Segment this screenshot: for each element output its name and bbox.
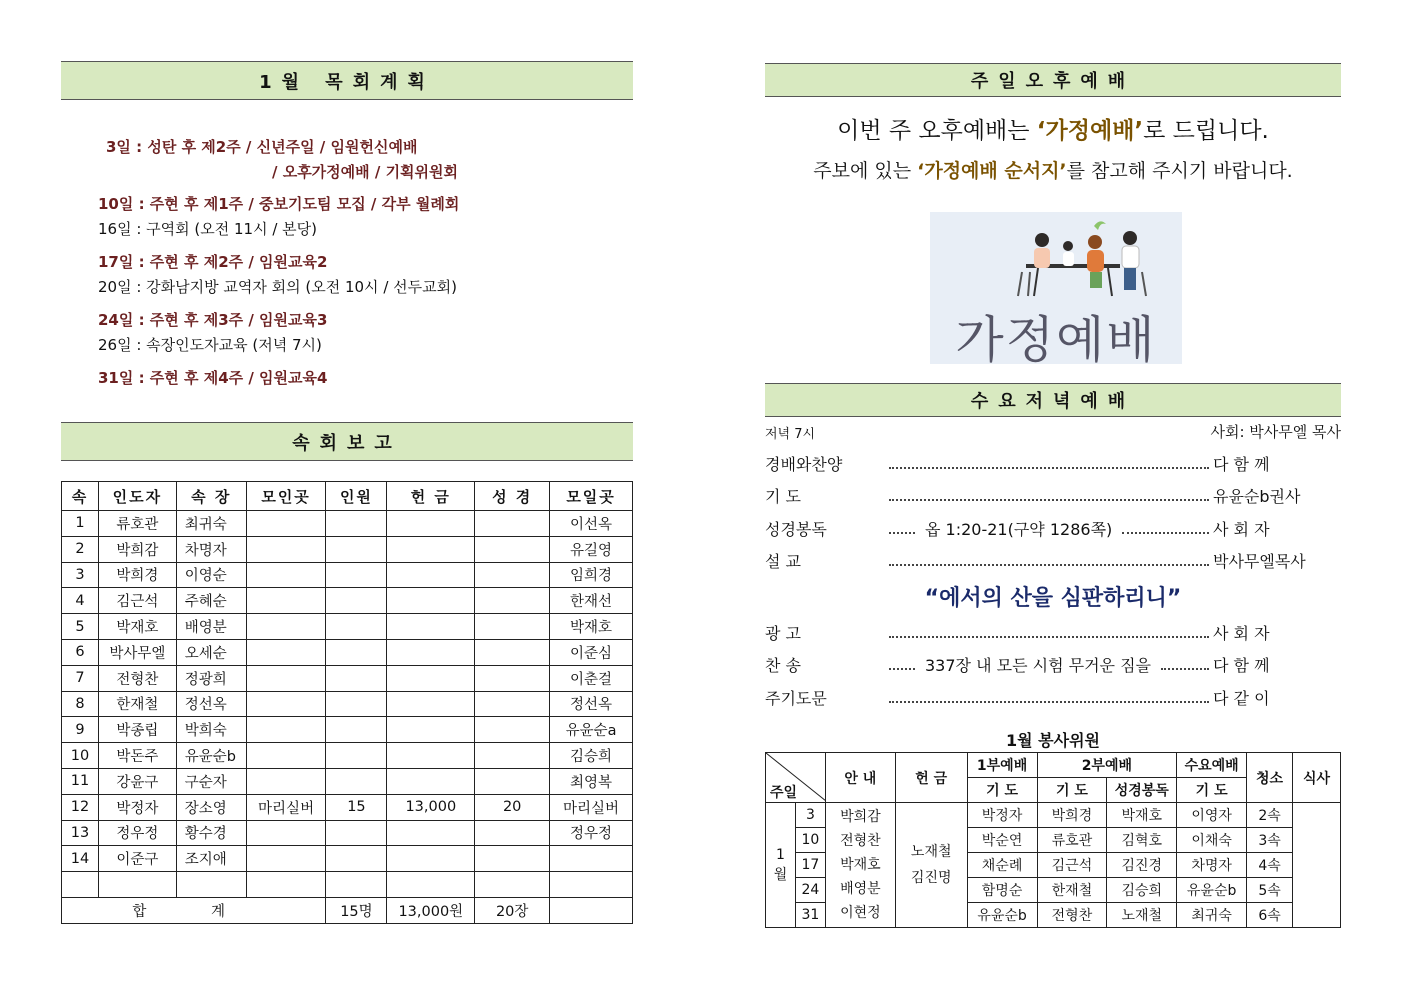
- table-cell: 이준심: [550, 639, 633, 665]
- table-cell: 정선옥: [550, 691, 633, 717]
- order-label: 설 교: [765, 552, 801, 571]
- clean-header: 청소: [1247, 753, 1293, 803]
- table-cell: [475, 588, 550, 614]
- month-cell: [766, 803, 796, 928]
- order-item: [765, 621, 1341, 644]
- table-cell: 8: [62, 691, 99, 717]
- family-table-icon: [930, 212, 1182, 307]
- table-cell: 11: [62, 768, 99, 794]
- table-cell: [326, 872, 387, 898]
- first-service-header: 1부예배: [967, 753, 1037, 778]
- order-label: 찬 송: [765, 656, 801, 675]
- pray3-header: 기 도: [1177, 778, 1247, 803]
- table-cell: 오세순: [176, 639, 246, 665]
- table-cell: 김근석: [98, 588, 176, 614]
- line1-emphasis: ‘가정예배’: [1036, 118, 1144, 144]
- service-committee-table: [765, 752, 1341, 928]
- table-cell: [475, 768, 550, 794]
- table-cell: 박희감: [98, 536, 176, 562]
- table-cell: 이선옥: [550, 511, 633, 537]
- table-cell: [475, 639, 550, 665]
- table-cell: [387, 872, 475, 898]
- table-cell: 이준구: [98, 846, 176, 872]
- order-item: [765, 517, 1341, 540]
- table-cell: [387, 639, 475, 665]
- illustration-text: 가정예배: [955, 311, 1157, 369]
- guide-name: 이현정: [840, 905, 881, 921]
- report-header: 속: [62, 482, 99, 511]
- table-row: [62, 846, 633, 872]
- service-cell: 3속: [1247, 828, 1293, 853]
- service-cell: 류호관: [1037, 828, 1107, 853]
- report-title: 속회보고: [61, 422, 633, 461]
- table-cell: [475, 846, 550, 872]
- table-cell: 정광희: [176, 665, 246, 691]
- table-cell: 13,000: [387, 794, 475, 820]
- table-cell: [246, 846, 326, 872]
- service-cell: 노재철: [1107, 903, 1177, 928]
- table-cell: [387, 768, 475, 794]
- order-person: 박사무엘목사: [1213, 552, 1306, 571]
- plan-title: 1월 목회계획: [61, 61, 633, 100]
- table-cell: 12: [62, 794, 99, 820]
- order-item: [765, 549, 1341, 572]
- table-cell: 박돈주: [98, 743, 176, 769]
- table-cell: 14: [62, 846, 99, 872]
- table-row: [62, 820, 633, 846]
- table-cell: 김승희: [550, 743, 633, 769]
- offering-cell: [895, 803, 967, 928]
- table-cell: [326, 768, 387, 794]
- week-cell: 31: [795, 903, 825, 928]
- table-cell: [387, 743, 475, 769]
- table-cell: [387, 614, 475, 640]
- service-cell: 박정자: [967, 803, 1037, 828]
- table-cell: [246, 768, 326, 794]
- table-cell: [387, 665, 475, 691]
- table-cell: 한재철: [98, 691, 176, 717]
- service-cell: 박재호: [1107, 803, 1177, 828]
- table-cell: [246, 872, 326, 898]
- table-cell: [326, 717, 387, 743]
- table-cell: [387, 717, 475, 743]
- wednesday-host: 사회: 박사무엘 목사: [1210, 423, 1341, 441]
- total-offering: 13,000원: [387, 897, 475, 923]
- report-header: 성 경: [475, 482, 550, 511]
- service-cell: 채순례: [967, 853, 1037, 878]
- service-cell: 김근석: [1037, 853, 1107, 878]
- table-cell: [246, 665, 326, 691]
- table-cell: 정선옥: [176, 691, 246, 717]
- line2-emphasis: ‘가정예배 순서지’: [917, 160, 1067, 182]
- table-cell: [326, 562, 387, 588]
- table-cell: 강윤구: [98, 768, 176, 794]
- order-person: 다 함 께: [1213, 455, 1270, 474]
- service-cell: 5속: [1247, 878, 1293, 903]
- table-row: [62, 562, 633, 588]
- line1-b: 로 드립니다.: [1143, 118, 1269, 144]
- service-cell: 함명순: [967, 878, 1037, 903]
- table-cell: 한재선: [550, 588, 633, 614]
- report-header: 헌 금: [387, 482, 475, 511]
- pray1-header: 기 도: [967, 778, 1037, 803]
- table-cell: 마리실버: [246, 794, 326, 820]
- table-cell: 1: [62, 511, 99, 537]
- week-cell: 17: [795, 853, 825, 878]
- table-cell: [326, 588, 387, 614]
- table-cell: [246, 743, 326, 769]
- order-item: [765, 653, 1341, 676]
- week-header: 주일: [766, 753, 826, 803]
- guide-name: 박희감: [840, 809, 881, 825]
- table-cell: 임희경: [550, 562, 633, 588]
- table-cell: 조지애: [176, 846, 246, 872]
- table-row: [766, 803, 1341, 828]
- table-cell: [475, 665, 550, 691]
- table-cell: [246, 536, 326, 562]
- order-person: 사 회 자: [1213, 624, 1270, 643]
- service-cell: 차명자: [1177, 853, 1247, 878]
- order-person: 유윤순b권사: [1213, 487, 1301, 506]
- service-cell: 한재철: [1037, 878, 1107, 903]
- table-cell: 전형찬: [98, 665, 176, 691]
- sermon-title: “에서의 산을 심판하리니”: [924, 586, 1182, 611]
- order-label: 광 고: [765, 624, 801, 643]
- table-cell: [98, 872, 176, 898]
- table-cell: 장소영: [176, 794, 246, 820]
- order-item: [765, 484, 1341, 507]
- table-row: [62, 768, 633, 794]
- month-label: 1월: [773, 847, 788, 883]
- table-cell: [326, 536, 387, 562]
- schedule-item: / 오후가정예배 / 기획위원회: [272, 163, 459, 181]
- line2-b: 를 참고해 주시기 바랍니다.: [1066, 160, 1293, 182]
- schedule-item: 20일 : 강화남지방 교역자 회의 (오전 10시 / 선두교회): [98, 278, 457, 296]
- offering-name: 노재철: [910, 844, 952, 860]
- table-cell: 15: [326, 794, 387, 820]
- wednesday-time: 저녁 7시: [765, 427, 816, 442]
- family-worship-illustration: [930, 212, 1182, 369]
- table-cell: [326, 743, 387, 769]
- table-cell: 최귀숙: [176, 511, 246, 537]
- order-label: 성경봉독: [765, 520, 827, 539]
- order-label: 주기도문: [765, 689, 827, 708]
- table-row: [62, 511, 633, 537]
- table-cell: [475, 691, 550, 717]
- table-cell: [387, 511, 475, 537]
- table-cell: [387, 562, 475, 588]
- pray2-header: 기 도: [1037, 778, 1107, 803]
- order-detail: 옵 1:20-21(구약 1286쪽): [925, 520, 1113, 539]
- table-cell: 박정자: [98, 794, 176, 820]
- afternoon-line-2: [765, 156, 1341, 183]
- table-cell: [550, 846, 633, 872]
- schedule-item: 24일 : 주현 후 제3주 / 임원교육3: [98, 311, 328, 329]
- table-cell: [475, 511, 550, 537]
- guide-cell: [825, 803, 895, 928]
- report-header: 모일곳: [550, 482, 633, 511]
- table-cell: 이춘걸: [550, 665, 633, 691]
- service-cell: 박희경: [1037, 803, 1107, 828]
- guide-name: 박재호: [840, 857, 881, 873]
- table-cell: [246, 691, 326, 717]
- table-cell: [387, 820, 475, 846]
- table-cell: [475, 743, 550, 769]
- guide-name: 전형찬: [840, 833, 881, 849]
- report-header: 속 장: [176, 482, 246, 511]
- service-cell: 전형찬: [1037, 903, 1107, 928]
- table-cell: 3: [62, 562, 99, 588]
- table-cell: [326, 846, 387, 872]
- table-row: [62, 794, 633, 820]
- order-person: 다 같 이: [1213, 689, 1270, 708]
- table-cell: 박희숙: [176, 717, 246, 743]
- table-cell: [475, 717, 550, 743]
- table-cell: 7: [62, 665, 99, 691]
- order-person: 사 회 자: [1213, 520, 1270, 539]
- table-cell: [246, 614, 326, 640]
- guide-name: 배영분: [840, 881, 881, 897]
- table-cell: 박사무엘: [98, 639, 176, 665]
- table-cell: [475, 536, 550, 562]
- report-header: 인도자: [98, 482, 176, 511]
- service-cell: 4속: [1247, 853, 1293, 878]
- table-cell: [326, 639, 387, 665]
- table-cell: [326, 614, 387, 640]
- schedule-item: 10일 : 주현 후 제1주 / 중보기도팀 모집 / 각부 월례회: [98, 195, 460, 213]
- schedule-item: 31일 : 주현 후 제4주 / 임원교육4: [98, 369, 328, 387]
- table-cell: [326, 665, 387, 691]
- table-cell: [326, 511, 387, 537]
- schedule-item: 26일 : 속장인도자교육 (저녁 7시): [98, 336, 322, 354]
- service-cell: 김진경: [1107, 853, 1177, 878]
- table-cell: 6: [62, 639, 99, 665]
- table-cell: 황수경: [176, 820, 246, 846]
- offering-header: 헌 금: [895, 753, 967, 803]
- table-cell: 유윤순b: [176, 743, 246, 769]
- total-label: 합 계: [62, 897, 326, 923]
- table-cell: 9: [62, 717, 99, 743]
- table-cell: 13: [62, 820, 99, 846]
- service-cell: 이채숙: [1177, 828, 1247, 853]
- table-cell: [326, 820, 387, 846]
- report-header: 인원: [326, 482, 387, 511]
- table-cell: 유길영: [550, 536, 633, 562]
- order-label: 기 도: [765, 487, 801, 506]
- service-cell: 2속: [1247, 803, 1293, 828]
- table-cell: [475, 820, 550, 846]
- table-cell: 배영분: [176, 614, 246, 640]
- meal-cell: [1293, 803, 1341, 928]
- table-cell: 마리실버: [550, 794, 633, 820]
- table-cell: 최영복: [550, 768, 633, 794]
- table-cell: 주혜순: [176, 588, 246, 614]
- week-cell: 3: [795, 803, 825, 828]
- table-cell: 박희경: [98, 562, 176, 588]
- order-detail: 337장 내 모든 시험 무거운 짐을: [925, 656, 1151, 675]
- table-cell: 차명자: [176, 536, 246, 562]
- table-cell: [550, 872, 633, 898]
- table-cell: [387, 846, 475, 872]
- table-cell: [326, 691, 387, 717]
- table-cell: 4: [62, 588, 99, 614]
- table-cell: 류호관: [98, 511, 176, 537]
- table-row: [62, 588, 633, 614]
- table-cell: [475, 614, 550, 640]
- service-cell: 유윤순b: [967, 903, 1037, 928]
- table-row: [62, 717, 633, 743]
- offering-name: 김진명: [910, 870, 952, 886]
- table-cell: [246, 588, 326, 614]
- service-cell: 6속: [1247, 903, 1293, 928]
- order-person: 다 함 께: [1213, 656, 1270, 675]
- table-cell: 박재호: [98, 614, 176, 640]
- schedule-item: 16일 : 구역회 (오전 11시 / 본당): [98, 220, 318, 238]
- table-cell: 20: [475, 794, 550, 820]
- total-people: 15명: [326, 897, 387, 923]
- table-cell: [387, 691, 475, 717]
- schedule-item: 3일 : 성탄 후 제2주 / 신년주일 / 임원헌신예배: [106, 138, 418, 156]
- table-cell: 박재호: [550, 614, 633, 640]
- afternoon-line-1: [765, 112, 1341, 145]
- guide-header: 안 내: [825, 753, 895, 803]
- order-item: [765, 686, 1341, 709]
- service-cell: 박순연: [967, 828, 1037, 853]
- table-cell: [62, 872, 99, 898]
- table-cell: 2: [62, 536, 99, 562]
- order-item: [765, 452, 1341, 475]
- total-bible: 20장: [475, 897, 550, 923]
- cell-report-table: [61, 481, 633, 924]
- table-cell: [387, 588, 475, 614]
- table-cell: 유윤순a: [550, 717, 633, 743]
- table-row: [62, 743, 633, 769]
- reading-header: 성경봉독: [1107, 778, 1177, 803]
- table-row: [62, 536, 633, 562]
- table-row: [62, 614, 633, 640]
- service-cell: 김혁호: [1107, 828, 1177, 853]
- service-cell: 이영자: [1177, 803, 1247, 828]
- table-cell: 10: [62, 743, 99, 769]
- table-cell: 구순자: [176, 768, 246, 794]
- table-cell: 5: [62, 614, 99, 640]
- table-cell: [246, 820, 326, 846]
- line1-a: 이번 주 오후예배는: [837, 118, 1037, 144]
- wed-service-header: 수요예배: [1177, 753, 1247, 778]
- second-service-header: 2부예배: [1037, 753, 1177, 778]
- table-cell: [475, 562, 550, 588]
- table-cell: 정우정: [550, 820, 633, 846]
- line2-a: 주보에 있는: [813, 160, 918, 182]
- service-cell: 김승희: [1107, 878, 1177, 903]
- week-cell: 10: [795, 828, 825, 853]
- table-row: [62, 665, 633, 691]
- table-cell: [246, 639, 326, 665]
- table-row: [62, 872, 633, 898]
- week-cell: 24: [795, 878, 825, 903]
- meal-header: 식사: [1293, 753, 1341, 803]
- total-empty: [550, 897, 633, 923]
- order-label: 경배와찬양: [765, 455, 843, 474]
- table-cell: 정우정: [98, 820, 176, 846]
- schedule-item: 17일 : 주현 후 제2주 / 임원교육2: [98, 253, 328, 271]
- afternoon-title: 주일오후예배: [765, 63, 1341, 97]
- service-cell: 최귀숙: [1177, 903, 1247, 928]
- report-header: 모인곳: [246, 482, 326, 511]
- table-row: [62, 639, 633, 665]
- wednesday-title: 수요저녁예배: [765, 383, 1341, 417]
- diagonal-line: [766, 753, 826, 801]
- table-cell: 박종립: [98, 717, 176, 743]
- service-title: 1월 봉사위원: [1006, 731, 1100, 750]
- table-cell: [387, 536, 475, 562]
- table-cell: 이영순: [176, 562, 246, 588]
- service-cell: 유윤순b: [1177, 878, 1247, 903]
- table-cell: [176, 872, 246, 898]
- table-cell: [246, 717, 326, 743]
- report-total-row: [62, 897, 633, 923]
- table-cell: [475, 872, 550, 898]
- table-cell: [246, 562, 326, 588]
- table-cell: [246, 511, 326, 537]
- table-row: [62, 691, 633, 717]
